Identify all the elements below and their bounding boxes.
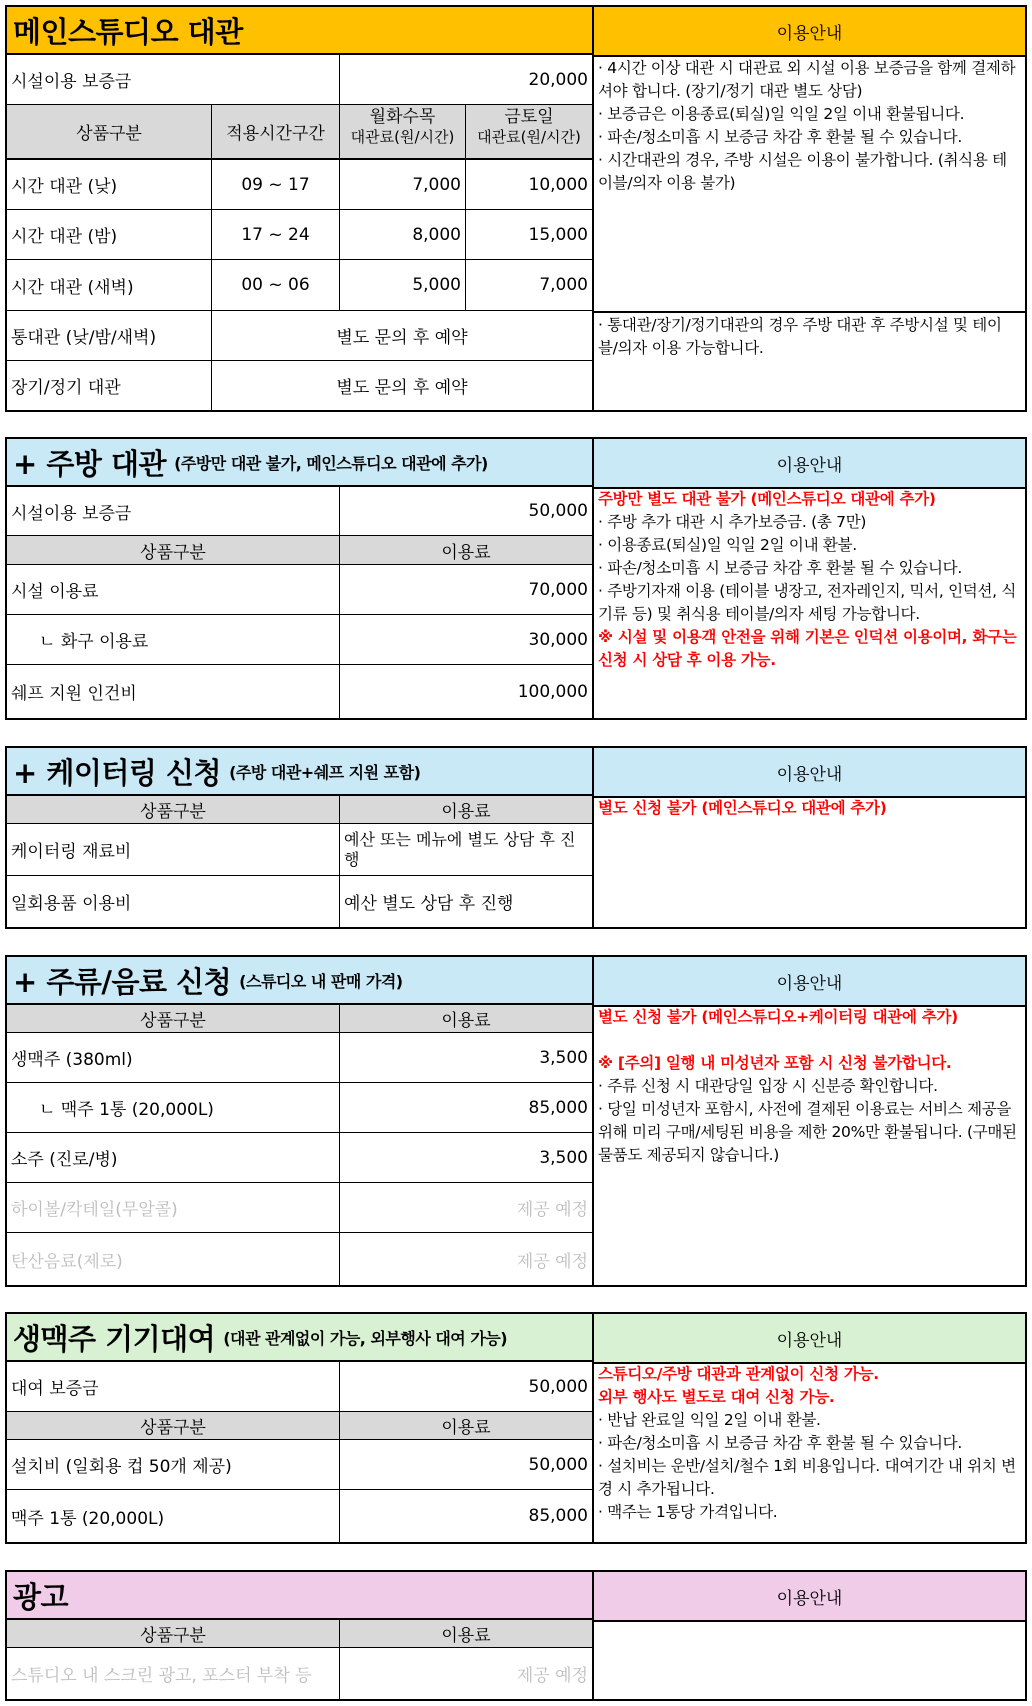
row-fee: 85,000 (339, 1083, 592, 1132)
info-header: 이용안내 (594, 748, 1025, 798)
note-line: · 주방 추가 대관 시 추가보증금. (총 7만) (598, 513, 867, 531)
info-header: 이용안내 (594, 7, 1025, 57)
info-header: 이용안내 (594, 439, 1025, 489)
table-header-row (7, 536, 592, 565)
ads-info-panel (592, 1572, 1025, 1699)
table-header-row (7, 796, 592, 824)
note-red: 외부 행사도 별도로 대여 신청 가능. (598, 1388, 835, 1406)
beer-rental-section (5, 1312, 1027, 1544)
table-row (7, 665, 592, 718)
row-name: 설치비 (일회용 컵 50개 제공) (11, 1457, 232, 1477)
table-row (7, 311, 592, 361)
catering-header (7, 748, 592, 796)
deposit-label: 대여 보증금 (11, 1379, 99, 1399)
note-line: · 맥주는 1통당 가격입니다. (598, 1503, 778, 1521)
main-studio-title: 메인스튜디오 대관 (13, 14, 243, 49)
col-weekend-sub: 대관료(원/시간) (477, 128, 581, 146)
ads-title: 광고 (13, 1579, 69, 1614)
main-info-panel (592, 7, 1025, 410)
row-name: 시간 대관 (낮) (11, 177, 118, 197)
row-name: 쉐프 지원 인건비 (11, 684, 137, 704)
note-line: · 파손/청소미흡 시 보증금 차감 후 환불 될 수 있습니다. (598, 559, 962, 577)
note-red: 주방만 별도 대관 불가 (메인스튜디오 대관에 추가) (598, 490, 936, 508)
row-name: 장기/정기 대관 (11, 378, 121, 398)
col-product: 상품구분 (76, 124, 142, 144)
note-line: · 반납 완료일 익일 2일 이내 환불. (598, 1411, 821, 1429)
row-time: 17 ~ 24 (211, 210, 339, 259)
row-name: ㄴ 맥주 1통 (20,000L) (39, 1100, 214, 1120)
note-line: · 통대관/장기/정기대관의 경우 주방 대관 후 주방시설 및 테이블/의자 이용 가능합니다. (598, 316, 1002, 357)
deposit-value: 20,000 (339, 55, 592, 104)
row-weekend: 7,000 (465, 260, 592, 310)
col-time: 적용시간구간 (211, 105, 339, 158)
deposit-row (7, 1362, 592, 1412)
beer-rental-info-panel (592, 1314, 1025, 1542)
note-line: · 시간대관의 경우, 주방 시설은 이용이 불가합니다. (취식용 테이블/의자 이용 불가) (598, 151, 1007, 192)
col-weekday-label: 월화수목 (369, 107, 436, 127)
row-name: 시설 이용료 (11, 582, 99, 602)
row-fee: 3,500 (339, 1133, 592, 1182)
table-header-row (7, 1412, 592, 1440)
row-weekday: 8,000 (339, 210, 465, 259)
table-row (7, 1033, 592, 1083)
info-header: 이용안내 (594, 957, 1025, 1007)
row-name: 시간 대관 (새벽) (11, 277, 134, 298)
note-line: · 설치비는 운반/설치/철수 1회 비용입니다. 대여기간 내 위치 변경 시 추가됩니다. (598, 1457, 1016, 1498)
row-fee: 제공 예정 (339, 1233, 592, 1285)
col-product: 상품구분 (140, 542, 206, 563)
note-red: 스튜디오/주방 대관과 관계없이 신청 가능. (598, 1365, 879, 1383)
col-product: 상품구분 (140, 1011, 206, 1031)
row-name: 시간 대관 (밤) (11, 227, 118, 247)
beer-rental-notes (598, 1363, 1021, 1524)
row-name: 맥주 1통 (20,000L) (11, 1508, 165, 1529)
row-name: 소주 (진로/병) (11, 1150, 118, 1170)
catering-notes (598, 797, 1021, 820)
note-red: ※ 시설 및 이용객 안전을 위해 기본은 인덕션 이용이며, 화구는 신청 시 상담 후 이용 가능. (598, 628, 1017, 669)
main-notes-2 (598, 314, 1021, 360)
row-name: 생맥주 (380ml) (11, 1050, 133, 1070)
kitchen-info-panel (592, 439, 1025, 718)
note-line: · 주방기자재 이용 (테이블 냉장고, 전자레인지, 믹서, 인덕션, 식기류 등) 및 취식용 테이블/의자 세팅 가능합니다. (598, 582, 1017, 623)
col-weekday (339, 105, 465, 158)
note-line: · 주류 신청 시 대관당일 입장 시 신분증 확인합니다. (598, 1077, 938, 1095)
divider (594, 311, 1025, 313)
row-fee: 예산 또는 메뉴에 별도 상담 후 진행 (339, 824, 592, 875)
row-fee: 제공 예정 (339, 1648, 592, 1699)
row-weekday: 5,000 (339, 260, 465, 310)
row-fee: 70,000 (339, 565, 592, 614)
row-fee: 50,000 (339, 1440, 592, 1489)
deposit-value: 50,000 (339, 1362, 592, 1411)
note-line: · 4시간 이상 대관 시 대관료 외 시설 이용 보증금을 함께 결제하셔야 합니다. (장기/정기 대관 별도 상담) (598, 59, 1016, 100)
row-weekday: 7,000 (339, 160, 465, 209)
table-row (7, 1490, 592, 1542)
row-name: 탄산음료(제로) (11, 1251, 123, 1272)
note-line: · 당일 미성년자 포함시, 사전에 결제된 이용료는 서비스 제공을 위해 미리 구매/세팅된 비용을 제한 20%만 환불됩니다. (구매된 물품도 제공되지 않습니다.) (598, 1100, 1017, 1164)
note-red: 별도 신청 불가 (메인스튜디오+케이터링 대관에 추가) (598, 1008, 958, 1026)
table-row (7, 1133, 592, 1183)
note-red: ※ [주의] 일행 내 미성년자 포함 시 신청 불가합니다. (598, 1054, 952, 1072)
row-weekend: 15,000 (465, 210, 592, 259)
drinks-info-panel (592, 957, 1025, 1285)
main-studio-header (7, 7, 592, 55)
col-product: 상품구분 (140, 802, 206, 822)
row-name: 통대관 (낮/밤/새벽) (11, 328, 157, 348)
col-weekend (465, 105, 592, 158)
row-name: 일회용품 이용비 (11, 894, 132, 914)
note-red: 별도 신청 불가 (메인스튜디오 대관에 추가) (598, 799, 887, 817)
catering-subtitle: (주방 대관+쉐프 지원 포함) (229, 762, 421, 782)
info-header: 이용안내 (594, 1572, 1025, 1622)
ads-header (7, 1572, 592, 1620)
deposit-label: 시설이용 보증금 (11, 72, 132, 92)
table-header-row (7, 105, 592, 160)
col-fee: 이용료 (339, 536, 592, 564)
main-notes-1 (598, 57, 1021, 195)
table-row (7, 1648, 592, 1699)
drinks-title: + 주류/음료 신청 (13, 964, 232, 999)
table-row (7, 1233, 592, 1285)
table-row (7, 1183, 592, 1233)
note-spacer (598, 1029, 1021, 1052)
drinks-subtitle: (스튜디오 내 판매 가격) (239, 971, 403, 991)
row-fee: 100,000 (339, 665, 592, 718)
row-name: 케이터링 재료비 (11, 842, 132, 862)
info-header: 이용안내 (594, 1314, 1025, 1364)
table-header-row (7, 1620, 592, 1648)
row-name: ㄴ 화구 이용료 (39, 632, 149, 652)
row-fee: 30,000 (339, 615, 592, 664)
kitchen-header (7, 439, 592, 487)
row-value: 별도 문의 후 예약 (211, 311, 592, 360)
table-row (7, 160, 592, 210)
deposit-row (7, 487, 592, 536)
drinks-notes (598, 1006, 1021, 1167)
kitchen-title: + 주방 대관 (13, 446, 167, 481)
row-time: 09 ~ 17 (211, 160, 339, 209)
note-line: · 보증금은 이용종료(퇴실)일 익일 2일 이내 환불됩니다. (598, 105, 965, 123)
drinks-section (5, 955, 1027, 1287)
note-line: · 파손/청소미흡 시 보증금 차감 후 환불 될 수 있습니다. (598, 128, 962, 146)
row-name: 스튜디오 내 스크린 광고, 포스터 부착 등 (11, 1666, 312, 1686)
col-weekday-sub: 대관료(원/시간) (350, 128, 455, 146)
table-header-row (7, 1005, 592, 1033)
row-time: 00 ~ 06 (211, 260, 339, 310)
col-fee: 이용료 (339, 1620, 592, 1647)
table-row (7, 824, 592, 876)
beer-rental-title: 생맥주 기기대여 (13, 1321, 216, 1356)
row-fee: 85,000 (339, 1490, 592, 1542)
table-row (7, 210, 592, 260)
beer-rental-subtitle: (대관 관계없이 가능, 외부행사 대여 가능) (223, 1328, 508, 1348)
kitchen-section (5, 437, 1027, 720)
table-row (7, 565, 592, 615)
col-product: 상품구분 (140, 1418, 206, 1438)
table-row (7, 615, 592, 665)
note-line: · 이용종료(퇴실)일 익일 2일 이내 환불. (598, 536, 857, 554)
main-studio-section (5, 5, 1027, 412)
col-fee: 이용료 (339, 1005, 592, 1032)
row-fee: 예산 별도 상담 후 진행 (339, 876, 592, 927)
row-weekend: 10,000 (465, 160, 592, 209)
deposit-value: 50,000 (339, 487, 592, 535)
deposit-row (7, 55, 592, 105)
row-value: 별도 문의 후 예약 (211, 361, 592, 410)
catering-title: + 케이터링 신청 (13, 755, 222, 790)
col-fee: 이용료 (339, 796, 592, 823)
ads-section (5, 1570, 1027, 1701)
kitchen-subtitle: (주방만 대관 불가, 메인스튜디오 대관에 추가) (174, 453, 488, 473)
col-fee: 이용료 (339, 1412, 592, 1439)
kitchen-notes (598, 488, 1021, 672)
catering-info-panel (592, 748, 1025, 927)
table-row (7, 1440, 592, 1490)
row-fee: 제공 예정 (339, 1183, 592, 1232)
table-row (7, 876, 592, 927)
note-line: · 파손/청소미흡 시 보증금 차감 후 환불 될 수 있습니다. (598, 1434, 962, 1452)
row-fee: 3,500 (339, 1033, 592, 1082)
table-row (7, 361, 592, 410)
beer-rental-header (7, 1314, 592, 1362)
col-product: 상품구분 (140, 1626, 206, 1646)
table-row (7, 260, 592, 311)
col-weekend-label: 금토일 (504, 107, 554, 127)
table-row (7, 1083, 592, 1133)
drinks-header (7, 957, 592, 1005)
catering-section (5, 746, 1027, 929)
row-name: 하이볼/칵테일(무알콜) (11, 1200, 178, 1220)
deposit-label: 시설이용 보증금 (11, 503, 132, 524)
